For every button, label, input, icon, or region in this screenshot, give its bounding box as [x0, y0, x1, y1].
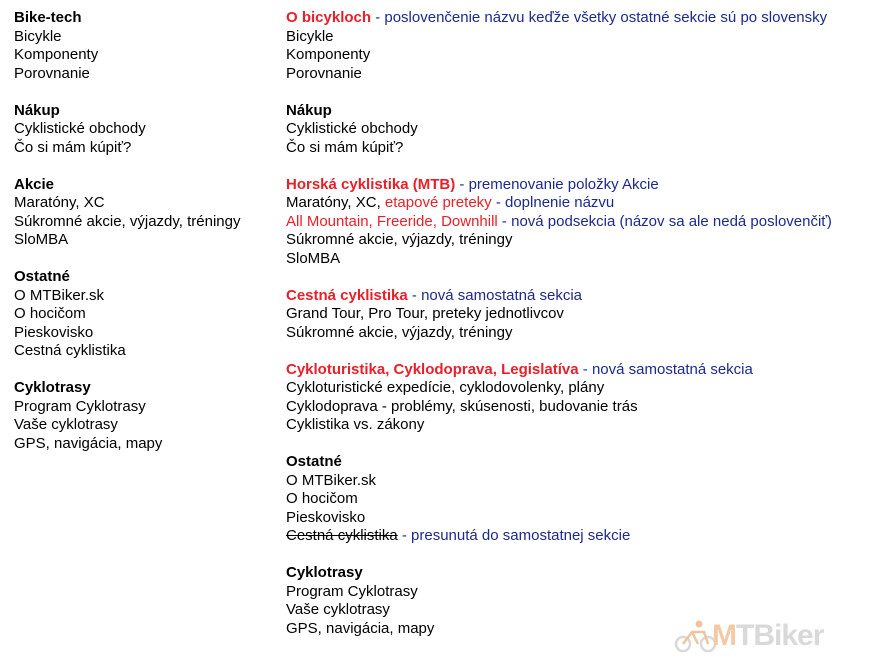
- list-item: Grand Tour, Pro Tour, preteky jednotlivcov: [286, 305, 564, 322]
- list-item: Vaše cyklotrasy: [14, 416, 118, 433]
- section-heading: Ostatné: [286, 453, 342, 470]
- section-note: - poslovenčenie názvu keďže všetky ostatné sekcie sú po slovensky: [371, 9, 828, 26]
- right-section: [286, 9, 881, 83]
- right-section: [286, 453, 881, 546]
- logo-text: [712, 618, 823, 654]
- list-item: [286, 194, 881, 213]
- left-section: [14, 379, 274, 453]
- list-item: Bicykle: [286, 27, 334, 45]
- item-note: - nová podsekcia (názov sa ale nedá poslovenčiť): [497, 212, 832, 230]
- item-note: - presunutá do samostatnej sekcie: [397, 527, 631, 544]
- list-item: [286, 213, 881, 232]
- list-item: Cyklistika vs. zákony: [286, 416, 425, 433]
- list-item: Maratóny, XC: [14, 194, 105, 211]
- list-item: O MTBiker.sk: [286, 471, 377, 489]
- item-addition: etapové preteky: [384, 194, 492, 211]
- list-item: Komponenty: [14, 46, 99, 63]
- list-item: Porovnanie: [286, 64, 362, 82]
- section-note: - premenovanie položky Akcie: [455, 175, 659, 193]
- list-item: Cyklodoprava - problémy, skúsenosti, budovanie trás: [286, 397, 638, 415]
- left-section: [14, 268, 274, 361]
- list-item: Vaše cyklotrasy: [286, 601, 390, 618]
- list-item: O hocičom: [14, 305, 86, 322]
- logo-text-accent: M: [712, 619, 736, 652]
- list-item: SloMBA: [286, 249, 341, 267]
- list-item: Program Cyklotrasy: [14, 397, 146, 415]
- list-item: Cyklistické obchody: [14, 120, 146, 137]
- section-heading: Cyklotrasy: [14, 379, 91, 396]
- section-heading: Cykloturistika, Cyklodoprava, Legislatíva: [286, 360, 579, 378]
- section-heading: Cestná cyklistika: [286, 286, 408, 304]
- list-item: O hocičom: [286, 490, 358, 507]
- item-note: - doplnenie názvu: [491, 194, 615, 211]
- logo-text-rest: TBiker: [736, 619, 824, 652]
- left-section: [14, 9, 274, 83]
- list-item: Program Cyklotrasy: [286, 582, 418, 600]
- list-item: O MTBiker.sk: [14, 286, 105, 304]
- section-heading: Nákup: [286, 101, 332, 119]
- list-item: SloMBA: [14, 231, 69, 248]
- item-text: Maratóny, XC,: [286, 194, 385, 211]
- section-heading: Akcie: [14, 175, 55, 193]
- section-heading: Horská cyklistika (MTB): [286, 175, 456, 193]
- list-item: Bicykle: [14, 27, 62, 45]
- item-addition: All Mountain, Freeride, Downhill: [286, 212, 498, 230]
- left-section: [14, 102, 274, 158]
- list-item: Porovnanie: [14, 64, 90, 82]
- list-item: Súkromné akcie, výjazdy, tréningy: [14, 212, 241, 230]
- section-note: - nová samostatná sekcia: [578, 360, 753, 378]
- section-heading: O bicykloch: [286, 9, 372, 26]
- right-section: [286, 361, 881, 435]
- section-heading: Ostatné: [14, 268, 70, 285]
- list-item: Pieskovisko: [14, 323, 94, 341]
- list-item: Cykloturistické expedície, cyklodovolenky, plány: [286, 379, 605, 396]
- list-item: Súkromné akcie, výjazdy, tréningy: [286, 231, 513, 248]
- right-section: [286, 287, 881, 343]
- list-item: GPS, navigácia, mapy: [14, 434, 163, 452]
- section-heading: Cyklotrasy: [286, 564, 363, 581]
- section-heading: Bike-tech: [14, 9, 82, 26]
- struck-item: Cestná cyklistika: [286, 527, 398, 544]
- left-section: [14, 176, 274, 250]
- list-item: Súkromné akcie, výjazdy, tréningy: [286, 323, 513, 341]
- list-item: [286, 527, 881, 546]
- list-item: GPS, navigácia, mapy: [286, 619, 435, 637]
- section-note: - nová samostatná sekcia: [407, 286, 583, 304]
- list-item: Cyklistické obchody: [286, 120, 418, 137]
- list-item: Komponenty: [286, 46, 371, 63]
- section-heading: Nákup: [14, 101, 60, 119]
- right-section: [286, 102, 881, 158]
- mtbiker-logo: [672, 618, 884, 654]
- right-section: [286, 176, 881, 269]
- right-column: [286, 9, 881, 657]
- list-item: Čo si mám kúpiť?: [14, 138, 132, 156]
- list-item: Pieskovisko: [286, 508, 366, 526]
- list-item: Cestná cyklistika: [14, 342, 126, 359]
- left-column: [14, 9, 274, 472]
- list-item: Čo si mám kúpiť?: [286, 138, 404, 156]
